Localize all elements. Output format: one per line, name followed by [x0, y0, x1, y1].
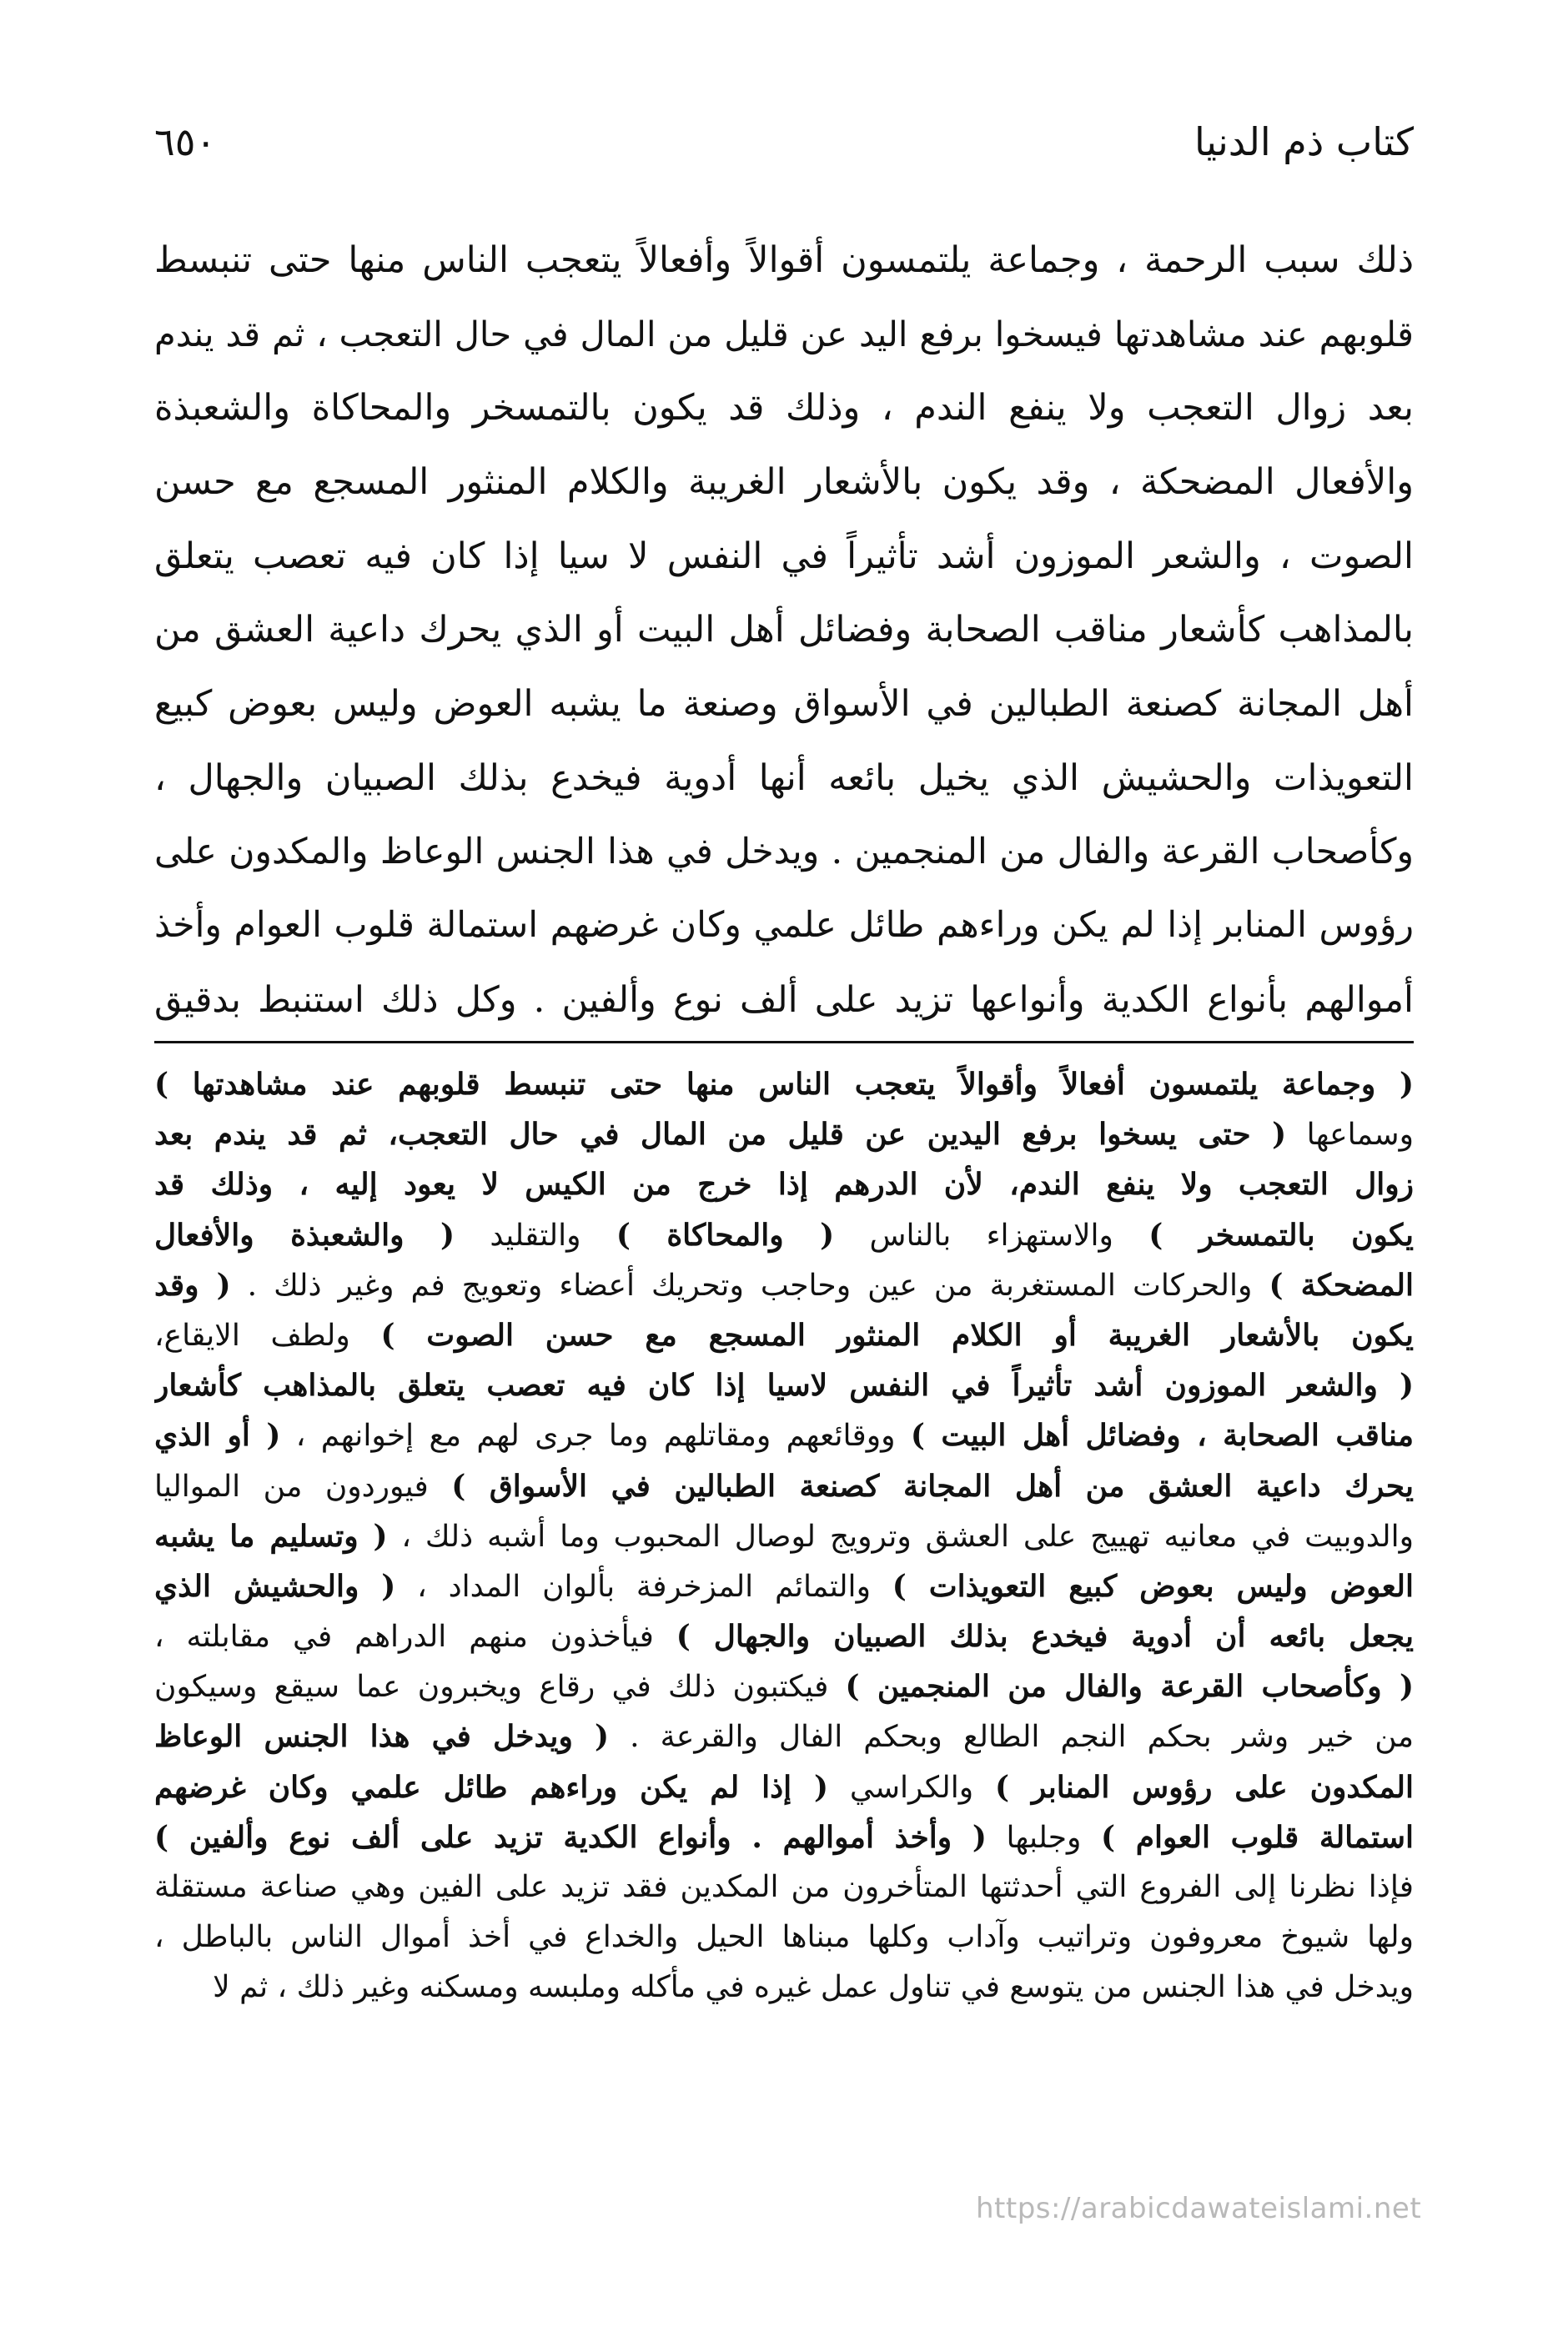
quoted-text: مناقب الصحابة ، وفضائل أهل البيت ) [910, 1418, 1414, 1454]
commentary-segment: والكراسي [828, 1770, 995, 1805]
commentary-segment: وجلبها [986, 1820, 1102, 1855]
commentary-segment: من خير وشر بحكم النجم الطالع وبحكم الفال والقرعة . [609, 1720, 1414, 1755]
quoted-text: ( والمحاكاة ) [616, 1217, 835, 1253]
watermark-url: https://arabicdawateislami.net [976, 2192, 1422, 2225]
main-text-line: الصوت ، والشعر الموزون أشد تأثيراً في النفس لا سيا إذا كان فيه تعصب يتعلق [154, 535, 1414, 577]
commentary-line [154, 1561, 1414, 1611]
commentary-segment: والتقليد [455, 1218, 616, 1253]
quoted-text: ( أو الذي [154, 1418, 281, 1454]
quoted-text: ( إذا لم يكن وراءهم طائل علمي وكان غرضهم [154, 1769, 829, 1805]
commentary-line [154, 1461, 1414, 1511]
commentary-segment: والتمائم المزخرفة بألوان المداد ، [395, 1569, 892, 1604]
quoted-text: زوال التعجب ولا ينفع الندم، لأن الدرهم إذا خرج من الكيس لا يعود إليه ، وذلك قد [154, 1167, 1414, 1203]
quoted-text: يجعل بائعه أن أدوية فيخدع بذلك الصبيان والجهال ) [676, 1619, 1414, 1655]
quoted-text: ( وأخذ أموالهم . وأنواع الكدية تزيد على ألف نوع وألفين ) [154, 1819, 987, 1855]
running-title: كتاب ذم الدنيا [1194, 119, 1414, 164]
commentary-segment: فإذا نظرنا إلى الفروع التي أحدثتها المتأخرون من المكدين فقد تزيد على الفين وهي صناعة مستقلة [154, 1870, 1414, 1904]
commentary-segment: ولها شيوخ معروفون وتراتيب وآداب وكلها مبناها الحيل والخداع في أخذ أموال الناس بالباطل ، [154, 1920, 1414, 1955]
commentary-line [154, 1109, 1414, 1159]
commentary-line [154, 1711, 1414, 1762]
quoted-text: ( والشعبذة والأفعال [154, 1217, 455, 1253]
commentary-segment: ووقائعهم ومقاتلهم وما جرى لهم مع إخوانهم ، [280, 1419, 911, 1454]
quoted-text: ( ويدخل في هذا الجنس الوعاظ [154, 1719, 610, 1755]
commentary-line [154, 1210, 1414, 1260]
commentary-segment: والدوبيت في معانيه تهييج على العشق وترويج لوصال المحبوب وما أشبه ذلك ، [387, 1519, 1414, 1554]
commentary-segment: فيأخذون منهم الدراهم في مقابلته ، [154, 1620, 676, 1655]
commentary-segment: ولطف الايقاع، [154, 1318, 381, 1353]
commentary-line [154, 1762, 1414, 1812]
quoted-text: المكدون على رؤوس المنابر ) [994, 1769, 1414, 1805]
page-number: ٦٥٠ [154, 119, 217, 164]
commentary-line [154, 1059, 1414, 1109]
commentary-segment: وسماعها [1286, 1118, 1414, 1153]
quoted-text: يكون بالأشعار الغريبة أو الكلام المنثور المسجع مع حسن الصوت ) [380, 1317, 1414, 1353]
quoted-text: ( والحشيش الذي [154, 1568, 396, 1604]
quoted-text: العوض وليس بعوض كبيع التعويذات ) [892, 1568, 1414, 1604]
main-text-line: أهل المجانة كصنعة الطبالين في الأسواق وصنعة ما يشبه العوض وليس بعوض كبيع [154, 683, 1414, 726]
main-text-line: بالمذاهب كأشعار مناقب الصحابة وفضائل أهل البيت أو الذي يحرك داعية العشق من [154, 609, 1414, 651]
commentary-segment: ويدخل في هذا الجنس من يتوسع في تناول عمل غيره في مأكله وملبسه ومسكنه وغير ذلك ، ثم لا [213, 1970, 1414, 2005]
main-text-line: والأفعال المضحكة ، وقد يكون بالأشعار الغريبة والكلام المنثور المسجع مع حسن [154, 461, 1414, 504]
footnote-divider [154, 1041, 1414, 1043]
commentary-line [154, 1611, 1414, 1661]
quoted-text: ( وجماعة يلتمسون أفعالاً وأقوالاً يتعجب الناس منها حتى تنبسط قلوبهم عند مشاهدتها ) [154, 1067, 1414, 1102]
commentary-line [154, 1511, 1414, 1561]
quoted-text: استمالة قلوب العوام ) [1101, 1819, 1414, 1855]
main-text-line: التعويذات والحشيش الذي يخيل بائعه أنها أدوية فيخدع بذلك الصبيان والجهال ، [154, 756, 1414, 799]
commentary-line [154, 1812, 1414, 1862]
quoted-text: يكون بالتمسخر ) [1148, 1217, 1414, 1253]
main-text-line: ذلك سبب الرحمة ، وجماعة يلتمسون أقوالاً وأفعالاً يتعجب الناس منها حتى تنبسط [154, 239, 1414, 281]
main-text-line: رؤوس المنابر إذا لم يكن وراءهم طائل علمي وكان غرضهم استمالة قلوب العوام وأخذ [154, 905, 1414, 947]
commentary-line [154, 1912, 1414, 1963]
commentary-segment: والحركات المستغربة من عين وحاجب وتحريك أعضاء وتعويج فم وغير ذلك . [230, 1268, 1269, 1303]
quoted-text: ( وكأصحاب القرعة والفال من المنجمين ) [845, 1669, 1414, 1705]
quoted-text: يحرك داعية العشق من أهل المجانة كصنعة الطبالين في الأسواق ) [451, 1468, 1414, 1504]
quoted-text: ( وتسليم ما يشبه [154, 1518, 388, 1554]
commentary-line [154, 1410, 1414, 1460]
quoted-text: ( حتى يسخوا برفع اليدين عن قليل من المال في حال التعجب، ثم قد يندم بعد [154, 1117, 1287, 1153]
commentary-segment: فيوردون من المواليا [154, 1469, 452, 1504]
quoted-text: ( والشعر الموزون أشد تأثيراً في النفس لاسيا إذا كان فيه تعصب يتعلق بالمذاهب كأشعار [154, 1368, 1414, 1404]
main-text [154, 224, 1414, 1038]
main-text-line: بعد زوال التعجب ولا ينفع الندم ، وذلك قد يكون بالتمسخر والمحاكاة والشعبذة [154, 387, 1414, 430]
main-text-line: أموالهم بأنواع الكدية وأنواعها تزيد على ألف نوع وألفين . وكل ذلك استنبط بدقيق [154, 978, 1414, 1021]
main-text-line: وكأصحاب القرعة والفال من المنجمين . ويدخل في هذا الجنس الوعاظ والمكدون على [154, 831, 1414, 872]
commentary-segment: فيكتبون ذلك في رقاع ويخبرون عما سيقع وسيكون [154, 1670, 846, 1705]
commentary-segment: والاستهزاء بالناس [834, 1218, 1149, 1253]
commentary-line [154, 1260, 1414, 1310]
quoted-text: ( وقد [154, 1267, 231, 1303]
page-header [154, 117, 1414, 183]
commentary-line [154, 1310, 1414, 1360]
commentary-line [154, 1360, 1414, 1410]
commentary-text [154, 1059, 1414, 2013]
quoted-text: المضحكة ) [1269, 1267, 1414, 1303]
commentary-line [154, 1862, 1414, 1912]
commentary-line [154, 1159, 1414, 1209]
commentary-line [154, 1661, 1414, 1711]
main-text-line: قلوبهم عند مشاهدتها فيسخوا برفع اليد عن قليل من المال في حال التعجب ، ثم قد يندم [154, 313, 1414, 354]
commentary-line [154, 1963, 1414, 2013]
